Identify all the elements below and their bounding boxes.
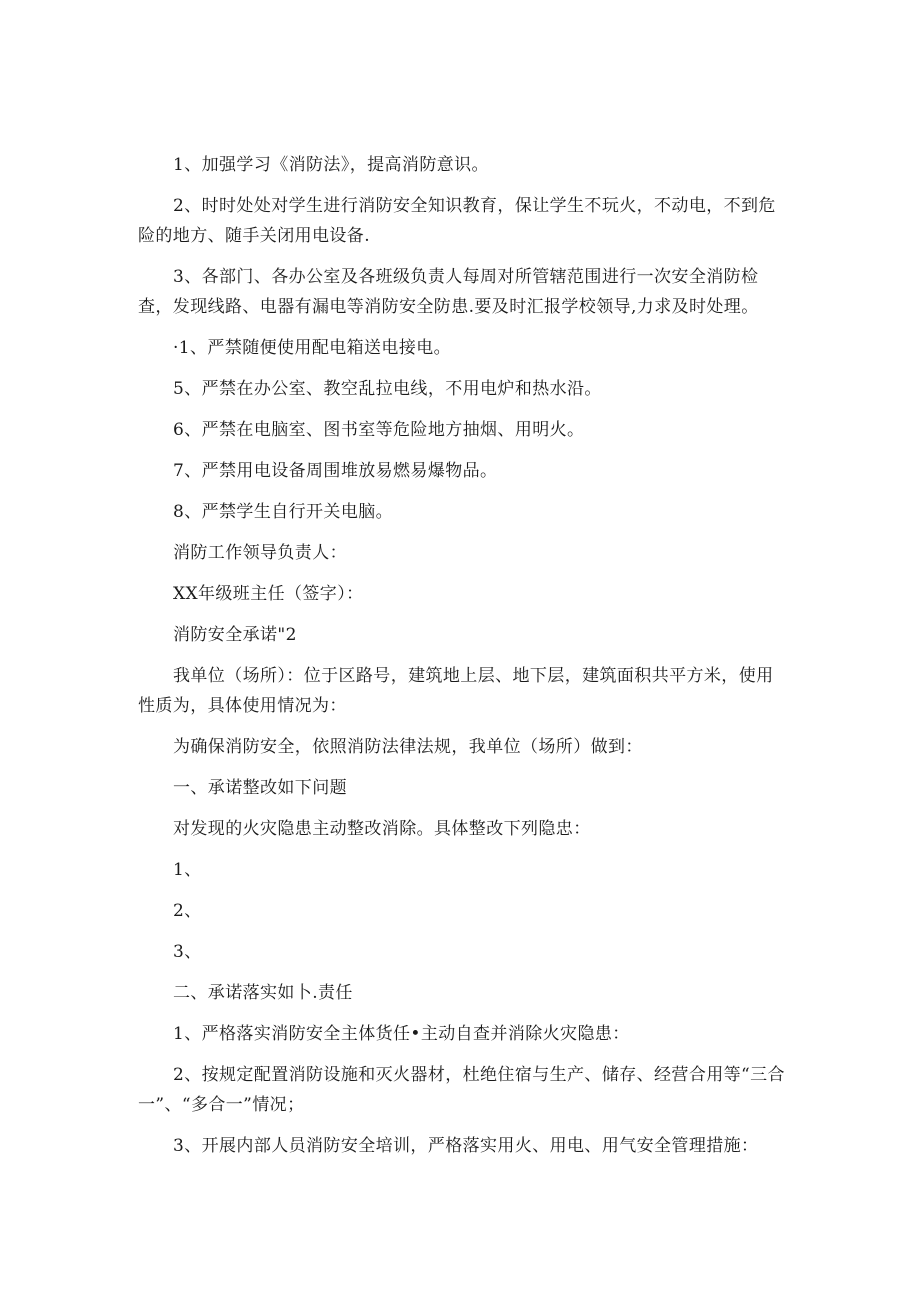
blank-item-2: 2、 [173,901,202,921]
teacher-signature-label: XX年级班主任（签字）： [173,584,364,604]
paragraph-weekly-inspection: 3、各部门、各办公室及各班级负责人每周对所管辖范围进行一次安全消防检查，发现线路、电器有漏电等消防安全防患.要及时汇报学校领导,力求及时处理。 [138,267,759,317]
paragraph-flammables-rule: 7、严禁用电设备周围堆放易燃易爆物品。 [173,461,498,481]
blank-item-3: 3、 [173,942,202,962]
leader-signature-label: 消防工作领导负责人： [173,543,347,563]
blank-item-1: 1、 [173,860,202,880]
paragraph-student-safety-education: 2、时时处处对学生进行消防安全知识教育，保让学生不玩火，不动电，不到危险的地方、随手关闭用电设备. [138,196,776,246]
paragraph-hazard-rectification: 对发现的火灾隐患主动整改消除。具体整改下列隐忠： [173,819,591,839]
paragraph-distribution-box-rule: ·1、严禁随便使用配电箱送电接电。 [173,338,452,358]
paragraph-unit-description: 我单位（场所）：位于区路号，建筑地上层、地下层，建筑面积共平方米，使用性质为，具体使用情况为： [138,666,774,716]
heading-implement-responsibilities: 二、承诺落实如卜.责任 [173,983,353,1003]
paragraph-fire-law-study: 1、加强学习《消防法》，提高消防意识。 [173,155,489,175]
paragraph-computer-rule: 8、严禁学生自行开关电脑。 [173,502,394,522]
section-title-commitment-2: 消防安全承诺"2 [173,625,297,645]
paragraph-fire-equipment: 2、按规定配置消防设施和灭火器材，杜绝住宿与生产、储存、经营合用等“三合一”、“多合一”情况； [138,1065,785,1115]
paragraph-staff-training: 3、开展内部人员消防安全培训，严格落实用火、用电、用气安全管理措施： [173,1136,759,1156]
paragraph-commitment-intro: 为确保消防安全，依照消防法律法规，我单位（场所）做到： [173,737,643,757]
heading-rectify-issues: 一、承诺整改如下问题 [173,778,347,798]
paragraph-smoking-rule: 6、严禁在电脑室、图书室等危险地方抽烟、用明火。 [173,420,585,440]
paragraph-wiring-rule: 5、严禁在办公室、教空乱拉电线，不用电炉和热水沿。 [173,379,602,399]
document-body [138,150,788,1172]
paragraph-main-responsibility: 1、严格落实消防安全主体货任•主动自查并消除火灾隐患： [173,1024,630,1044]
